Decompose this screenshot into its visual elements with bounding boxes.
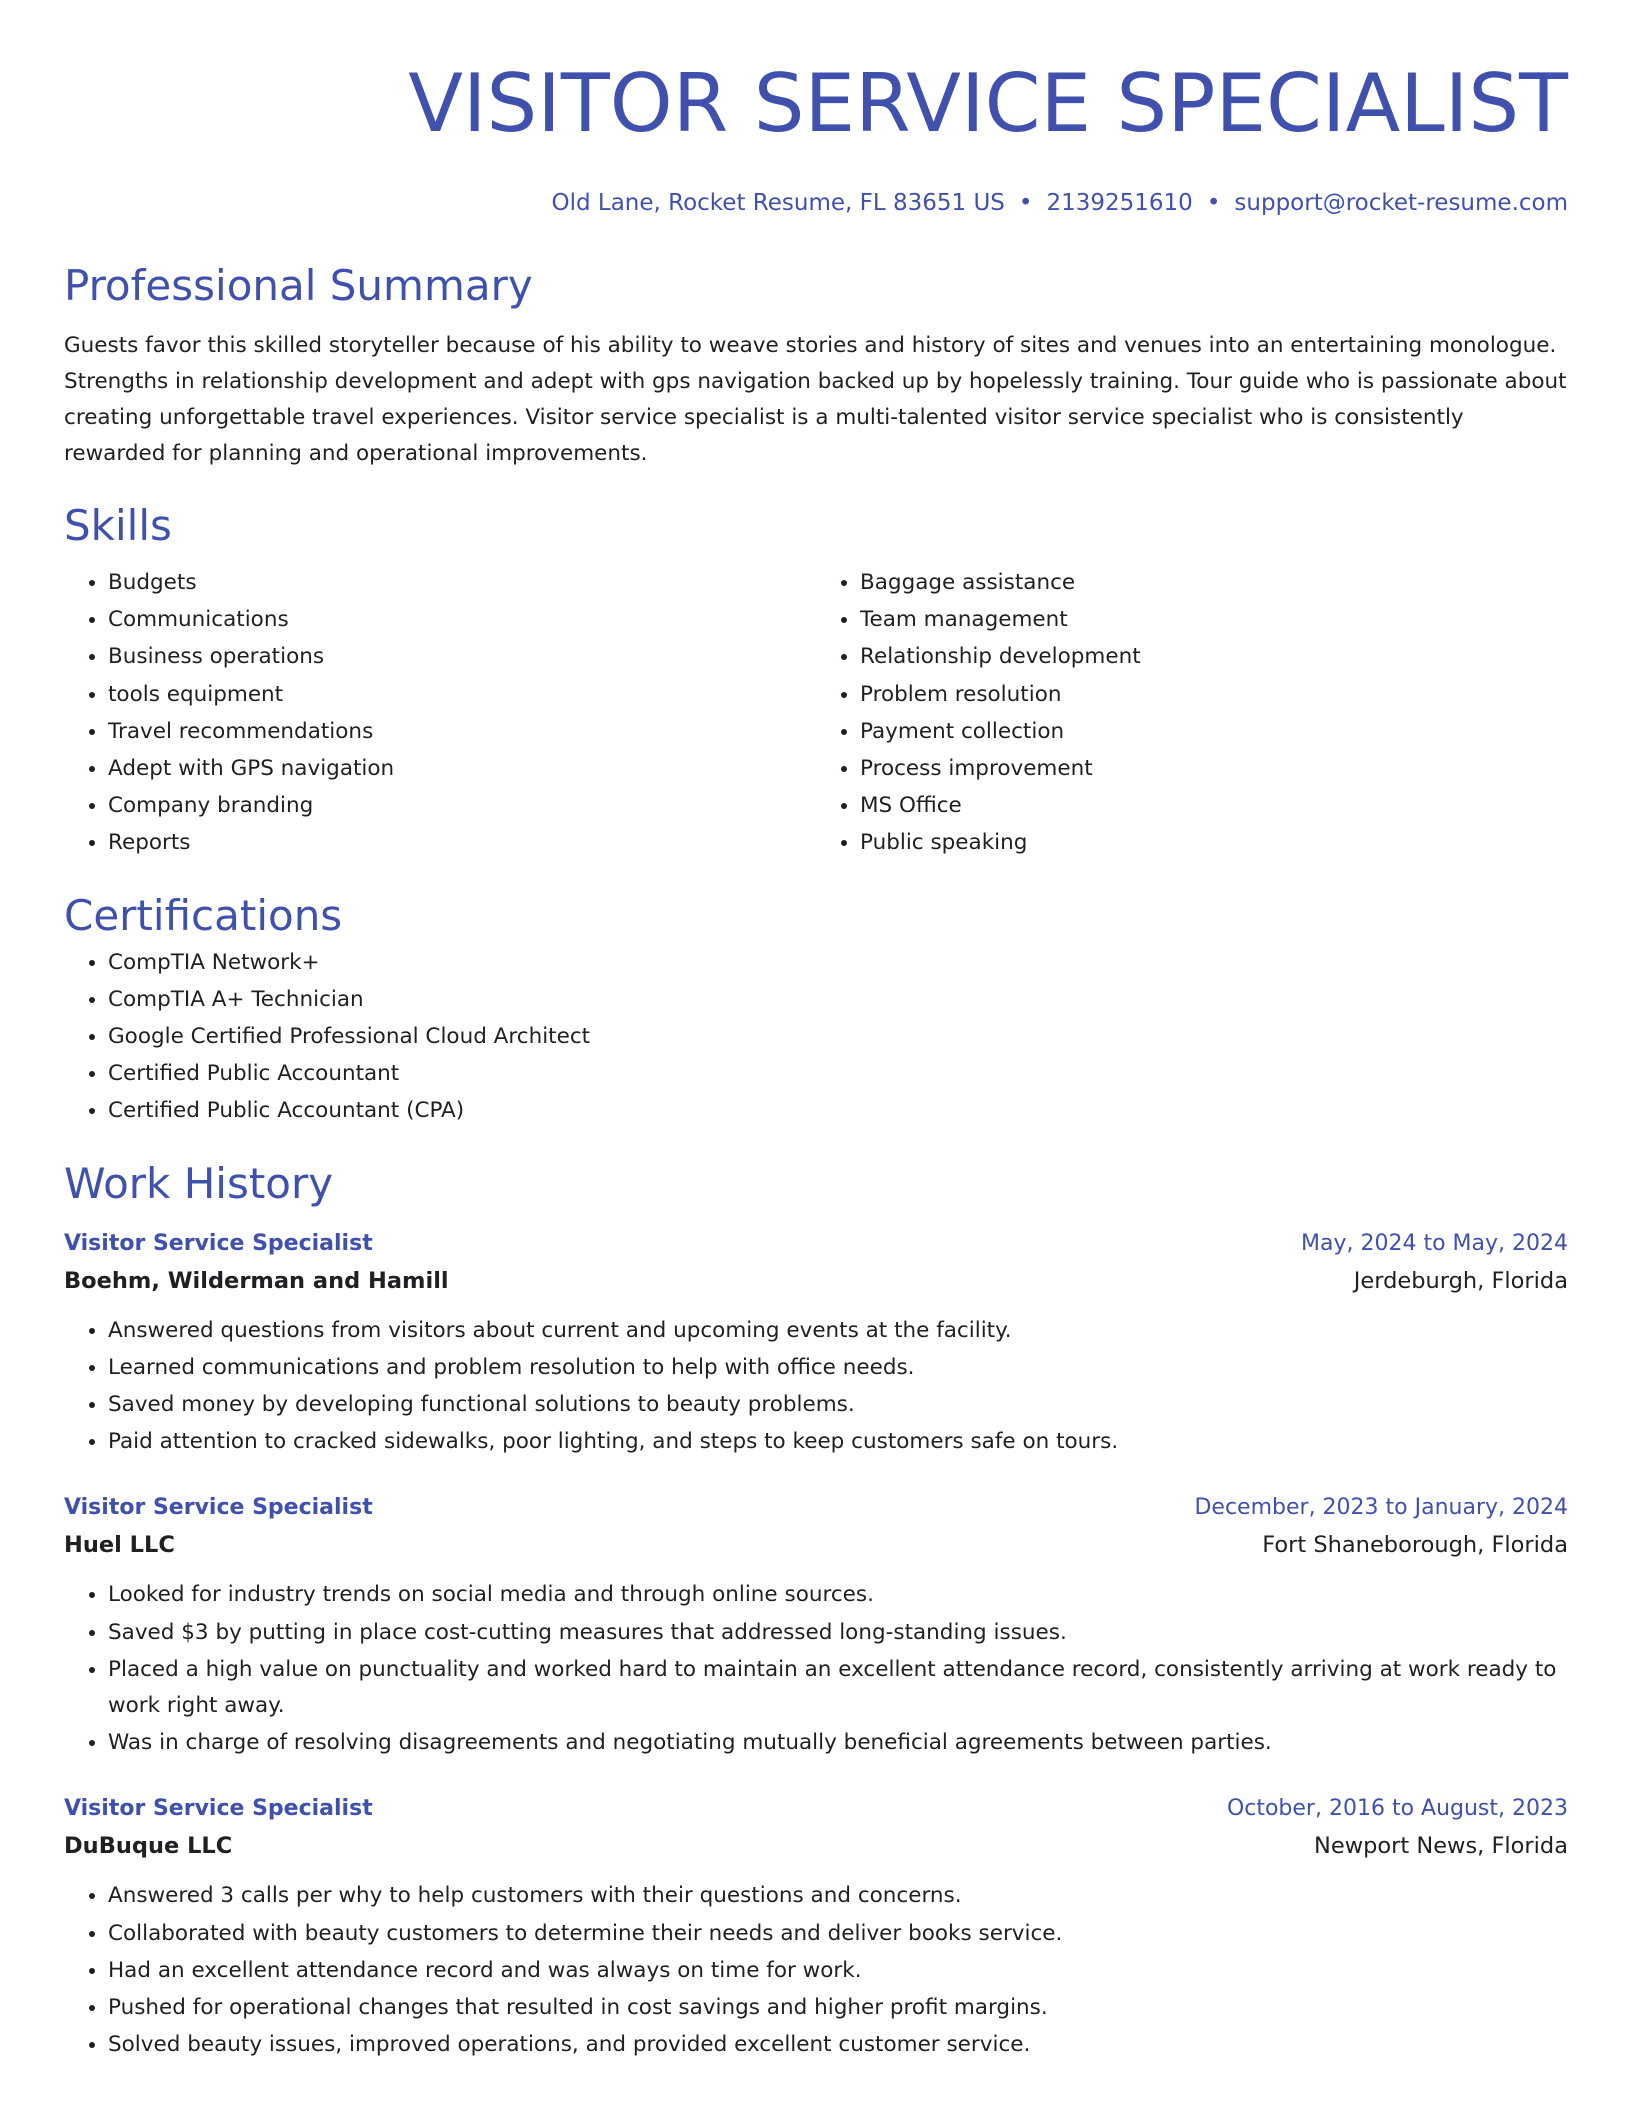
job-duty-item: • Learned communications and problem resolution to help with office needs. (108, 1349, 1568, 1386)
job-title-row (64, 1226, 1568, 1262)
certifications-heading: Certifications (64, 890, 343, 940)
job-duty-item: • Answered questions from visitors about current and upcoming events at the facility. (108, 1312, 1568, 1349)
skill-item: • Problem resolution (860, 676, 1568, 713)
job-duty-item: • Saved money by developing functional solutions to beauty problems. (108, 1386, 1568, 1423)
job-company-row (64, 1262, 1568, 1300)
job-title: Visitor Service Specialist (64, 1495, 373, 1521)
job-duty-item: • Saved $3 by putting in place cost-cutting measures that addressed long-standing issues. (108, 1614, 1568, 1651)
contact-email[interactable]: support@rocket-resume.com (1234, 190, 1568, 216)
certification-item: • Certified Public Accountant (CPA) (108, 1092, 1568, 1129)
job-duty-item: • Pushed for operational changes that resulted in cost savings and higher profit margins. (108, 1989, 1568, 2026)
contact-line (64, 188, 1568, 218)
skill-item: • Communications (108, 601, 816, 638)
job-location: Jerdeburgh, Florida (1353, 1267, 1568, 1294)
skills-column-left (64, 564, 816, 862)
skill-item: • MS Office (860, 787, 1568, 824)
job-dates: October, 2016 to August, 2023 (1226, 1796, 1568, 1822)
skill-item: • Payment collection (860, 713, 1568, 750)
resume-header (64, 0, 1568, 218)
job-company: Huel LLC (64, 1532, 175, 1559)
job-dates: May, 2024 to May, 2024 (1301, 1230, 1568, 1256)
skill-item: • Travel recommendations (108, 713, 816, 750)
job-title-row (64, 1490, 1568, 1526)
skill-item: • Process improvement (860, 750, 1568, 787)
skill-item: • Company branding (108, 787, 816, 824)
job-duty-item: • Paid attention to cracked sidewalks, poor lighting, and steps to keep customers safe on tours. (108, 1423, 1568, 1460)
contact-separator: • (1018, 190, 1033, 216)
certifications-list (64, 944, 1568, 1130)
job-company: Boehm, Wilderman and Hamill (64, 1267, 449, 1294)
skill-item: • tools equipment (108, 676, 816, 713)
job-entry (64, 1226, 1568, 1461)
skill-item: • Budgets (108, 564, 816, 601)
job-duties-list (64, 1576, 1568, 1761)
job-duty-item: • Collaborated with beauty customers to determine their needs and deliver books service. (108, 1915, 1568, 1952)
job-location: Fort Shaneborough, Florida (1262, 1532, 1568, 1559)
skills-heading: Skills (64, 501, 172, 550)
job-duty-item: • Placed a high value on punctuality and worked hard to maintain an excellent attendance record, consistently arriving at work ready to work right away. (108, 1651, 1568, 1724)
certification-item: • Certified Public Accountant (108, 1055, 1568, 1092)
certification-item: • CompTIA Network+ (108, 944, 1568, 981)
skill-item: • Relationship development (860, 638, 1568, 675)
job-duty-item: • Was in charge of resolving disagreements and negotiating mutually beneficial agreements between parties. (108, 1724, 1568, 1761)
skill-item: • Baggage assistance (860, 564, 1568, 601)
job-duties-list (64, 1312, 1568, 1461)
contact-phone[interactable]: 2139251610 (1046, 190, 1193, 216)
job-duty-item: • Answered 3 calls per why to help customers with their questions and concerns. (108, 1877, 1568, 1914)
job-title: Visitor Service Specialist (64, 1230, 373, 1256)
job-company-row (64, 1526, 1568, 1564)
skill-item: • Business operations (108, 638, 816, 675)
applicant-name: VISITOR SERVICE SPECIALIST (408, 57, 1568, 150)
skill-item: • Adept with GPS navigation (108, 750, 816, 787)
contact-separator: • (1206, 190, 1221, 216)
certification-item: • CompTIA A+ Technician (108, 981, 1568, 1018)
skills-list (64, 564, 1568, 862)
job-company-row (64, 1827, 1568, 1865)
skill-item: • Reports (108, 824, 816, 861)
job-duty-item: • Had an excellent attendance record and was always on time for work. (108, 1952, 1568, 1989)
job-title: Visitor Service Specialist (64, 1796, 373, 1822)
certification-item: • Google Certified Professional Cloud Architect (108, 1018, 1568, 1055)
contact-address: Old Lane, Rocket Resume, FL 83651 US (551, 190, 1005, 216)
job-dates: December, 2023 to January, 2024 (1194, 1495, 1568, 1521)
job-duty-item: • Solved beauty issues, improved operations, and provided excellent customer service. (108, 2026, 1568, 2063)
skill-item: • Public speaking (860, 824, 1568, 861)
job-duty-item: • Looked for industry trends on social media and through online sources. (108, 1576, 1568, 1613)
work-history-heading: Work History (64, 1158, 334, 1208)
job-location: Newport News, Florida (1314, 1833, 1568, 1860)
skills-column-right (816, 564, 1568, 862)
job-title-row (64, 1791, 1568, 1827)
job-entry (64, 1490, 1568, 1761)
summary-heading: Professional Summary (64, 261, 533, 310)
job-duties-list (64, 1877, 1568, 2063)
job-company: DuBuque LLC (64, 1833, 233, 1860)
skill-item: • Team management (860, 601, 1568, 638)
job-entry (64, 1791, 1568, 2063)
summary-text: Guests favor this skilled storyteller because of his ability to weave stories and history of sites and venues into an entertaining monologue. Strengths in relationship development and adept with gps navigation backed up by hopelessly training. Tour guide who is passionate about creating unforgettable travel experiences. Visitor service specialist is a multi-talented visitor service specialist who is consistently rewarded for planning and operational improvements. (64, 333, 1567, 466)
